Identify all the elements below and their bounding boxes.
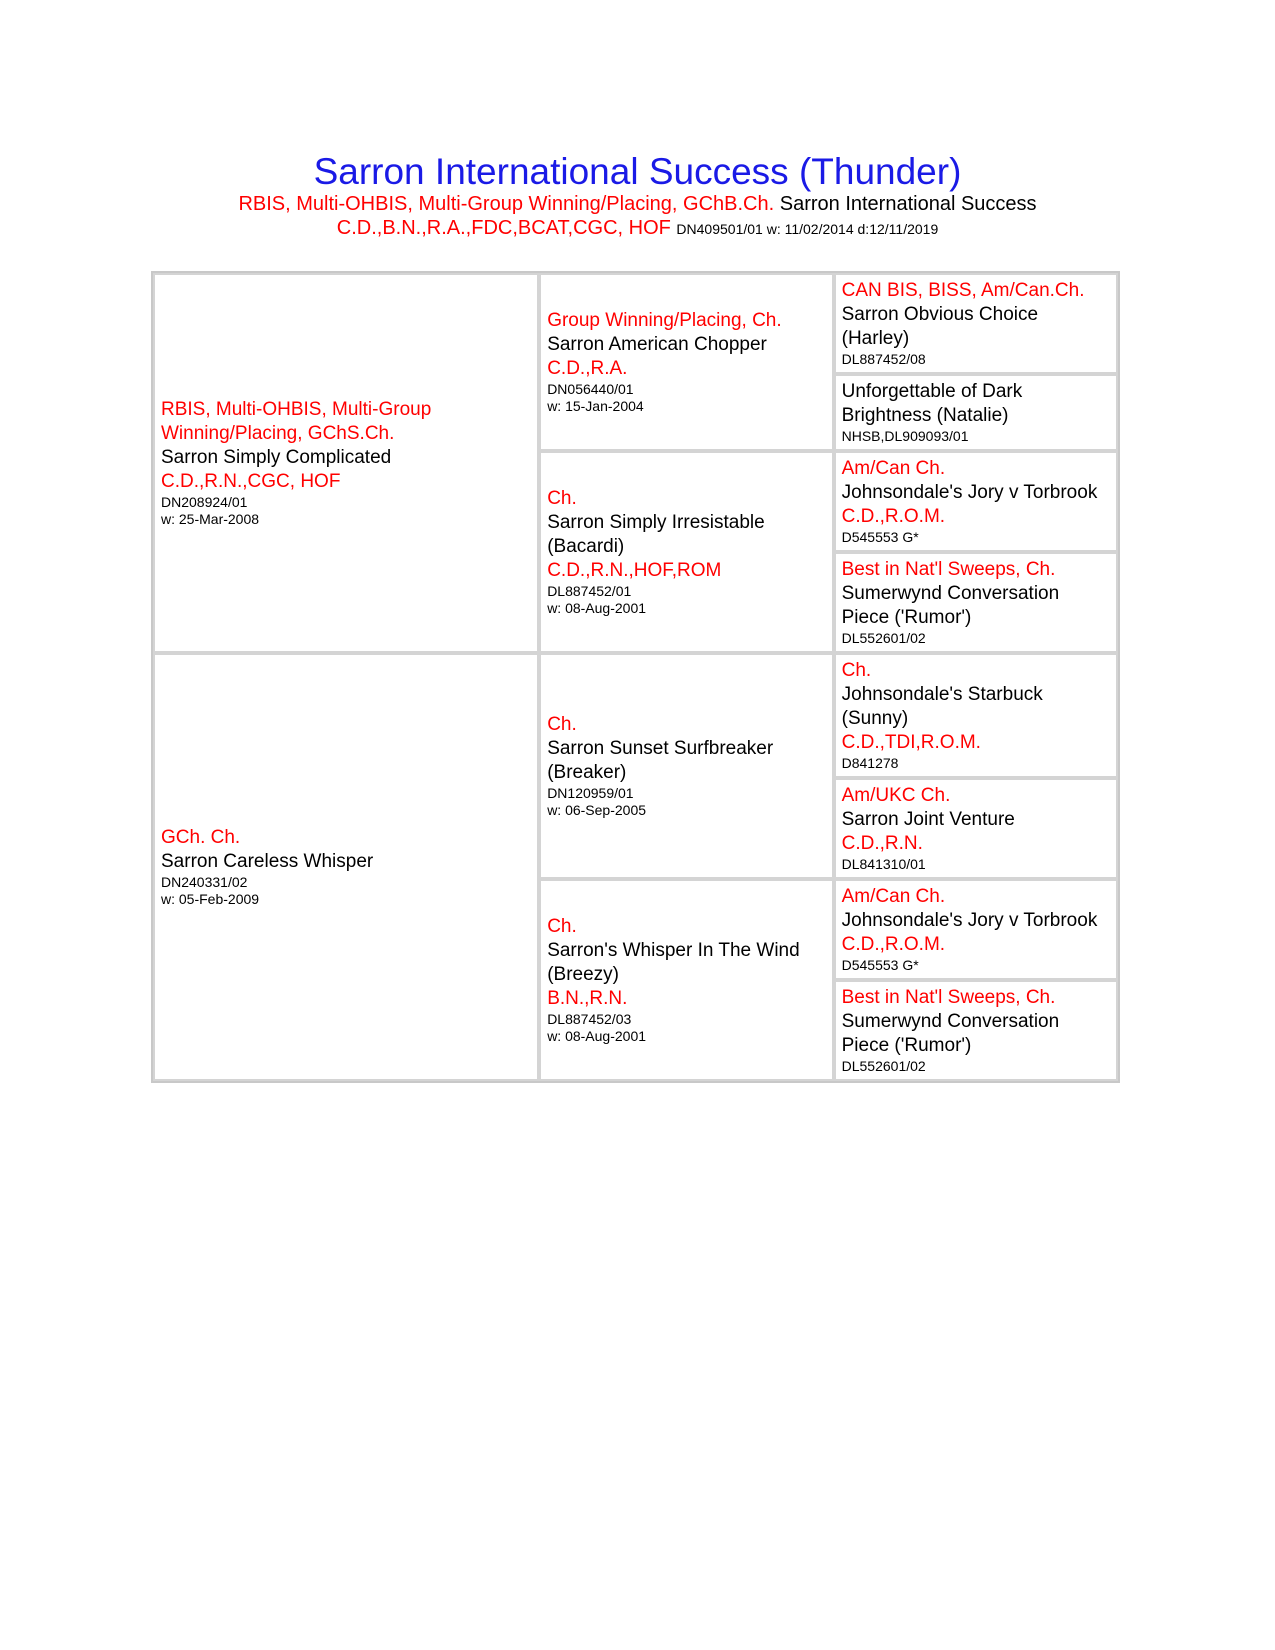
pedigree-table	[151, 271, 1120, 1083]
g1-name: Sarron Obvious Choice (Harley)	[841, 304, 1039, 349]
g3-reg: D545553 G*	[841, 529, 919, 545]
dam-sire-whelp: w: 06-Sep-2005	[547, 802, 647, 818]
dam-name: Sarron Careless Whisper	[161, 851, 374, 872]
sire-titles: RBIS, Multi-OHBIS, Multi-Group Winning/Placing, GChS.Ch.	[161, 399, 432, 444]
g5-suffix: C.D.,TDI,R.O.M.	[841, 732, 981, 753]
sire-whelp: w: 25-Mar-2008	[161, 511, 260, 527]
g3-suffix: C.D.,R.O.M.	[841, 506, 946, 527]
dam-dam-whelp: w: 08-Aug-2001	[547, 1028, 647, 1044]
subtitle-titles-prefix: RBIS, Multi-OHBIS, Multi-Group Winning/Placing, GChB.Ch.	[238, 193, 775, 215]
sire-dam-cell	[539, 451, 833, 653]
sire-sire-titles: Group Winning/Placing, Ch.	[547, 310, 782, 331]
subtitle-line-2	[0, 216, 1275, 241]
subtitle-reg-info: DN409501/01 w: 11/02/2014 d:12/11/2019	[676, 221, 939, 237]
sire-sire-suffix: C.D.,R.A.	[547, 358, 628, 379]
dam-sire-cell	[539, 653, 833, 879]
g2-reg: NHSB,DL909093/01	[841, 428, 969, 444]
g1-titles: CAN BIS, BISS, Am/Can.Ch.	[841, 280, 1085, 301]
sire-sire-name: Sarron American Chopper	[547, 334, 767, 355]
great-grandparent-6	[834, 778, 1118, 879]
dam-dam-titles: Ch.	[547, 916, 577, 937]
sire-dam-suffix: C.D.,R.N.,HOF,ROM	[547, 560, 722, 581]
dam-sire-titles: Ch.	[547, 714, 577, 735]
sire-dam-name: Sarron Simply Irresistable (Bacardi)	[547, 512, 765, 557]
sire-sire-whelp: w: 15-Jan-2004	[547, 398, 644, 414]
g6-suffix: C.D.,R.N.	[841, 833, 923, 854]
sire-name: Sarron Simply Complicated	[161, 447, 392, 468]
g7-suffix: C.D.,R.O.M.	[841, 934, 946, 955]
subtitle-titles-suffix: C.D.,B.N.,R.A.,FDC,BCAT,CGC, HOF	[336, 217, 671, 239]
subtitle-name: Sarron International Success	[779, 193, 1037, 215]
g8-reg: DL552601/02	[841, 1058, 926, 1074]
dam-reg: DN240331/02	[161, 874, 248, 890]
great-grandparent-3	[834, 451, 1118, 552]
great-grandparent-1	[834, 273, 1118, 374]
dam-sire-reg: DN120959/01	[547, 785, 634, 801]
dam-dam-suffix: B.N.,R.N.	[547, 988, 628, 1009]
sire-dam-reg: DL887452/01	[547, 583, 632, 599]
dam-whelp: w: 05-Feb-2009	[161, 891, 260, 907]
sire-reg: DN208924/01	[161, 494, 248, 510]
sire-sire-reg: DN056440/01	[547, 381, 634, 397]
great-grandparent-7	[834, 879, 1118, 980]
sire-cell	[153, 273, 539, 653]
g7-name: Johnsondale's Jory v Torbrook	[841, 910, 1098, 931]
g4-titles: Best in Nat'l Sweeps, Ch.	[841, 559, 1056, 580]
sire-sire-cell	[539, 273, 833, 451]
g8-name: Sumerwynd Conversation Piece ('Rumor')	[841, 1011, 1060, 1056]
subtitle-line-1	[0, 192, 1275, 216]
sire-dam-titles: Ch.	[547, 488, 577, 509]
g7-reg: D545553 G*	[841, 957, 919, 973]
sire-dam-whelp: w: 08-Aug-2001	[547, 600, 647, 616]
sire-suffix: C.D.,R.N.,CGC, HOF	[161, 471, 341, 492]
g4-reg: DL552601/02	[841, 630, 926, 646]
g3-titles: Am/Can Ch.	[841, 458, 946, 479]
great-grandparent-2	[834, 374, 1118, 451]
g1-reg: DL887452/08	[841, 351, 926, 367]
dam-dam-cell	[539, 879, 833, 1081]
g3-name: Johnsondale's Jory v Torbrook	[841, 482, 1098, 503]
g4-name: Sumerwynd Conversation Piece ('Rumor')	[841, 583, 1060, 628]
dam-titles: GCh. Ch.	[161, 827, 241, 848]
g6-titles: Am/UKC Ch.	[841, 785, 951, 806]
great-grandparent-4	[834, 552, 1118, 653]
g5-name: Johnsondale's Starbuck (Sunny)	[841, 684, 1043, 729]
g2-name: Unforgettable of Dark Brightness (Natalie)	[841, 381, 1023, 426]
dam-dam-name: Sarron's Whisper In The Wind (Breezy)	[547, 940, 800, 985]
dam-cell	[153, 653, 539, 1081]
g6-name: Sarron Joint Venture	[841, 809, 1015, 830]
g7-titles: Am/Can Ch.	[841, 886, 946, 907]
dam-dam-reg: DL887452/03	[547, 1011, 632, 1027]
great-grandparent-5	[834, 653, 1118, 778]
g6-reg: DL841310/01	[841, 856, 926, 872]
g5-titles: Ch.	[841, 660, 872, 681]
page-title: Sarron International Success (Thunder)	[313, 151, 962, 192]
dam-sire-name: Sarron Sunset Surfbreaker (Breaker)	[547, 738, 774, 783]
g8-titles: Best in Nat'l Sweeps, Ch.	[841, 987, 1056, 1008]
g5-reg: D841278	[841, 755, 899, 771]
great-grandparent-8	[834, 980, 1118, 1081]
